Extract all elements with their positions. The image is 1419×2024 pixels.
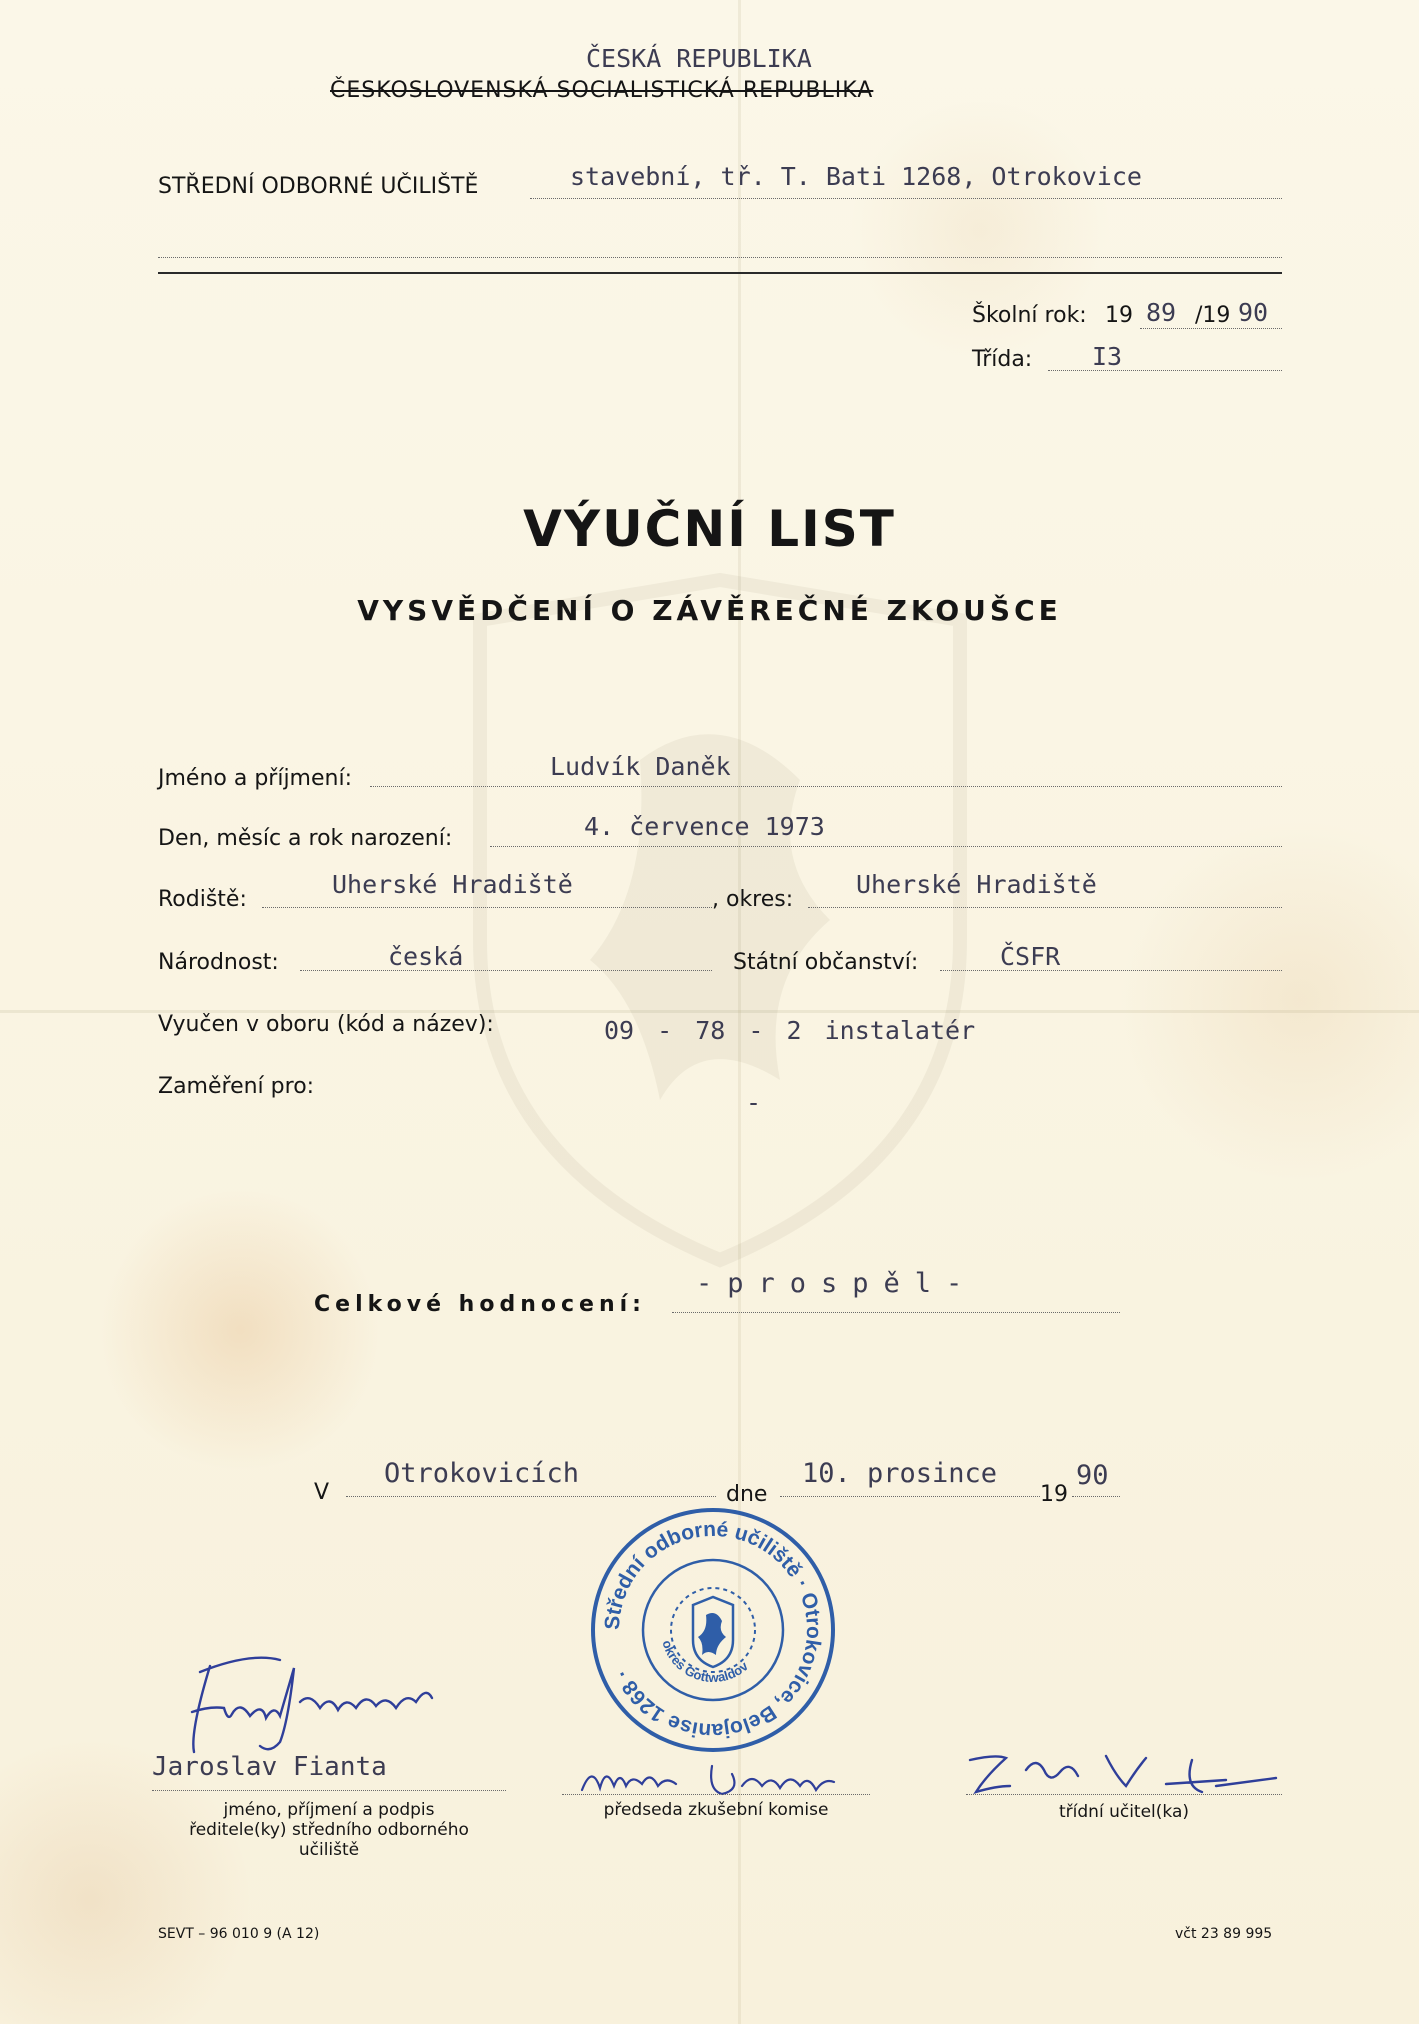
school-year-separator: /19 bbox=[1195, 303, 1231, 328]
class-dotline bbox=[1048, 370, 1282, 371]
school-year-end: 90 bbox=[1238, 298, 1269, 327]
header-rule bbox=[158, 272, 1282, 274]
school-dotline bbox=[530, 198, 1282, 199]
birthplace-value: Uherské Hradiště bbox=[332, 870, 573, 899]
district-dotline bbox=[808, 907, 1282, 908]
emblem-watermark bbox=[440, 560, 1000, 1280]
document-subtitle: VYSVĚDČENÍ O ZÁVĚREČNÉ ZKOUŠCE bbox=[357, 594, 1062, 627]
document-title: VÝUČNÍ LIST bbox=[523, 500, 896, 558]
nationality-label: Národnost: bbox=[158, 950, 279, 975]
date-value: 10. prosince bbox=[802, 1458, 998, 1489]
country-struck-through: ČESKOSLOVENSKÁ SOCIALISTICKÁ REPUBLIKA bbox=[330, 78, 874, 103]
citizenship-dotline bbox=[940, 970, 1282, 971]
date-year-value: 90 bbox=[1076, 1460, 1109, 1491]
class-label: Třída: bbox=[972, 347, 1033, 372]
evaluation-label: Celkové hodnocení: bbox=[314, 1292, 646, 1317]
trade-label: Vyučen v oboru (kód a název): bbox=[158, 1012, 494, 1037]
form-code-left: SEVT – 96 010 9 (A 12) bbox=[158, 1926, 320, 1942]
header-dotline-2 bbox=[158, 257, 1282, 258]
date-year-dotline bbox=[1072, 1496, 1120, 1497]
citizenship-value: ČSFR bbox=[1000, 942, 1061, 971]
director-caption bbox=[152, 1800, 506, 1860]
nationality-value: česká bbox=[388, 942, 464, 971]
birthplace-dotline bbox=[262, 907, 712, 908]
date-dotline bbox=[780, 1496, 1040, 1497]
birthplace-label: Rodiště: bbox=[158, 887, 247, 912]
school-year-prefix: 19 bbox=[1105, 303, 1133, 328]
birth-date-value: 4. července 1973 bbox=[584, 812, 825, 841]
birth-date-dotline bbox=[490, 846, 1282, 847]
place-value: Otrokovicích bbox=[384, 1458, 580, 1489]
school-year-label: Školní rok: bbox=[972, 303, 1087, 328]
trade-value: 09 - 78 - 2 instalatér bbox=[604, 1016, 976, 1045]
place-prefix-label: V bbox=[314, 1480, 330, 1505]
place-dotline bbox=[346, 1496, 716, 1497]
name-dotline bbox=[370, 786, 1282, 787]
director-name-typed: Jaroslav Fianta bbox=[152, 1752, 387, 1782]
director-caption-line-1: jméno, příjmení a podpis bbox=[223, 1800, 435, 1820]
citizenship-label: Státní občanství: bbox=[733, 950, 919, 975]
evaluation-dotline bbox=[672, 1312, 1120, 1313]
district-label: , okres: bbox=[712, 887, 794, 912]
date-year-prefix: 19 bbox=[1040, 1482, 1068, 1507]
name-value: Ludvík Daněk bbox=[550, 752, 731, 781]
teacher-dotline bbox=[966, 1794, 1282, 1795]
chair-caption: předseda zkušební komise bbox=[603, 1800, 829, 1820]
form-code-right: včt 23 89 995 bbox=[1175, 1926, 1273, 1942]
district-value: Uherské Hradiště bbox=[856, 870, 1097, 899]
evaluation-value: -prospěl- bbox=[696, 1268, 978, 1299]
director-dotline bbox=[152, 1790, 506, 1791]
country-typed: ČESKÁ REPUBLIKA bbox=[586, 44, 812, 73]
date-label: dne bbox=[726, 1482, 768, 1507]
chair-dotline bbox=[562, 1794, 870, 1795]
director-signature bbox=[170, 1642, 470, 1762]
teacher-caption: třídní učitel(ka) bbox=[1059, 1802, 1189, 1822]
class-value: I3 bbox=[1092, 342, 1123, 371]
school-year-start: 89 bbox=[1146, 298, 1177, 327]
focus-label: Zaměření pro: bbox=[158, 1074, 315, 1099]
school-year-dotline bbox=[1140, 328, 1282, 329]
school-label: STŘEDNÍ ODBORNÉ UČILIŠTĚ bbox=[158, 174, 479, 199]
teacher-signature bbox=[966, 1746, 1286, 1806]
nationality-dotline bbox=[300, 970, 712, 971]
school-value: stavební, tř. T. Bati 1268, Otrokovice bbox=[570, 162, 1142, 191]
name-label: Jméno a příjmení: bbox=[158, 766, 352, 791]
director-caption-line-3: učiliště bbox=[298, 1840, 360, 1860]
focus-value: - bbox=[746, 1088, 762, 1117]
stamp-outer-text: Střední odborné učiliště · Otrokovice, Belojanise 1268 · bbox=[600, 1517, 826, 1743]
birth-date-label: Den, měsíc a rok narození: bbox=[158, 826, 453, 851]
stamp-inner-text: okres Gottwaldov bbox=[659, 1638, 751, 1686]
school-stamp bbox=[588, 1505, 838, 1755]
director-caption-line-2: ředitele(ky) středního odborného bbox=[189, 1820, 469, 1840]
